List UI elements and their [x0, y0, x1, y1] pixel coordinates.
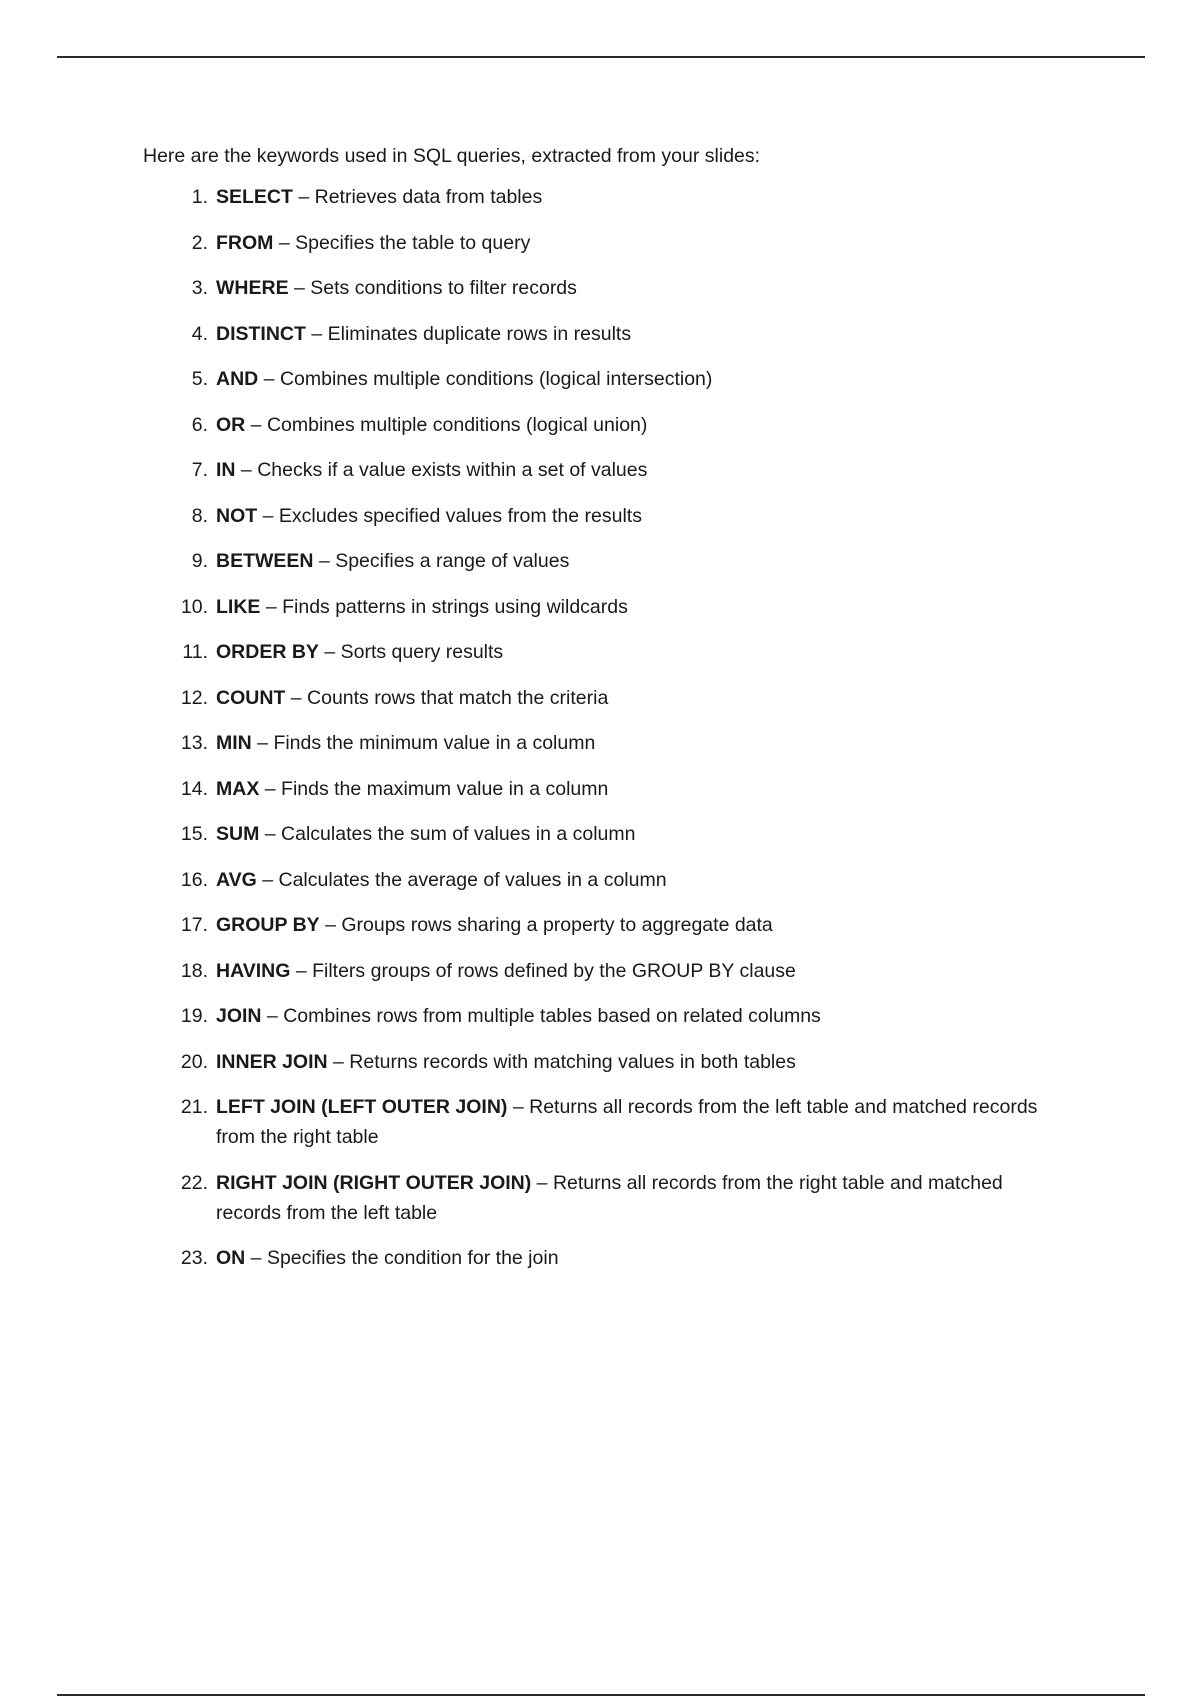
list-item	[143, 501, 1063, 531]
item-text	[216, 637, 1063, 667]
item-keyword: ORDER BY	[216, 641, 319, 663]
item-number: 20.	[180, 1050, 208, 1073]
item-description: Sets conditions to filter records	[310, 277, 577, 299]
item-separator: –	[285, 686, 308, 709]
item-number: 14.	[180, 777, 208, 800]
item-description: Combines multiple conditions (logical intersection)	[279, 368, 713, 390]
item-number: 7.	[191, 459, 208, 481]
item-text	[216, 228, 1063, 258]
item-separator: –	[245, 1247, 267, 1269]
item-number: 19.	[180, 1005, 208, 1027]
item-text	[216, 1092, 1063, 1152]
list-item	[143, 1047, 1063, 1077]
item-description: Finds the minimum value in a column	[273, 732, 596, 754]
item-keyword: OR	[216, 413, 246, 436]
item-separator: –	[256, 868, 279, 891]
item-text	[216, 1047, 1063, 1077]
item-separator: –	[260, 595, 283, 618]
item-text	[216, 319, 1063, 349]
intro-paragraph: Here are the keywords used in SQL queries, extracted from your slides:	[143, 145, 761, 167]
item-keyword: AND	[216, 368, 259, 390]
item-separator: –	[251, 732, 274, 754]
item-text	[216, 1168, 1063, 1228]
item-keyword: WHERE	[216, 277, 289, 299]
item-separator: –	[235, 459, 258, 481]
list-item	[143, 1092, 1063, 1152]
list-item	[143, 774, 1063, 804]
item-text	[216, 683, 1063, 713]
item-text	[216, 728, 1063, 758]
item-number: 4.	[191, 322, 208, 345]
item-keyword: SUM	[216, 823, 260, 845]
item-keyword: IN	[216, 459, 236, 481]
item-separator: –	[258, 368, 280, 390]
document-body	[143, 142, 1063, 1289]
item-number: 22.	[180, 1171, 208, 1194]
item-description: Retrieves data from tables	[314, 186, 543, 208]
item-keyword: LEFT JOIN (LEFT OUTER JOIN)	[216, 1096, 508, 1118]
list-item	[143, 1243, 1063, 1273]
item-keyword: LIKE	[216, 595, 261, 618]
item-keyword: MIN	[216, 732, 252, 754]
list-item	[143, 637, 1063, 667]
item-keyword: BETWEEN	[216, 550, 314, 572]
item-description: Returns all records from the right table and matched records from the left table	[216, 1171, 1003, 1224]
item-description: Counts rows that match the criteria	[307, 686, 609, 709]
item-description: Returns records with matching values in both tables	[349, 1050, 796, 1073]
item-number: 6.	[191, 413, 208, 436]
item-text	[216, 273, 1063, 303]
list-item	[143, 546, 1063, 576]
item-keyword: MAX	[216, 777, 260, 800]
item-keyword: FROM	[216, 231, 274, 254]
item-separator: –	[305, 322, 328, 345]
item-separator: –	[257, 504, 279, 527]
item-text	[216, 364, 1063, 394]
item-keyword: SELECT	[216, 186, 293, 208]
list-item	[143, 819, 1063, 849]
item-separator: –	[313, 550, 336, 572]
item-number: 2.	[191, 231, 208, 254]
item-description: Checks if a value exists within a set of values	[257, 459, 648, 481]
item-description: Excludes specified values from the results	[278, 504, 642, 527]
item-number: 8.	[191, 504, 208, 527]
item-separator: –	[319, 914, 342, 936]
list-item	[143, 683, 1063, 713]
item-description: Calculates the sum of values in a column	[281, 823, 636, 845]
item-keyword: AVG	[216, 868, 257, 891]
item-number: 23.	[180, 1247, 208, 1269]
list-item	[143, 228, 1063, 258]
item-keyword: GROUP BY	[216, 914, 320, 936]
item-description: Specifies the condition for the join	[266, 1247, 559, 1269]
item-separator: –	[327, 1050, 350, 1073]
item-keyword: HAVING	[216, 959, 291, 982]
item-text	[216, 910, 1063, 940]
item-description: Calculates the average of values in a column	[278, 868, 667, 891]
item-separator: –	[292, 186, 315, 208]
item-number: 5.	[191, 368, 208, 390]
item-separator: –	[288, 277, 311, 299]
item-text	[216, 819, 1063, 849]
item-number: 11.	[182, 641, 208, 663]
list-item	[143, 728, 1063, 758]
item-description: Sorts query results	[340, 641, 504, 663]
item-number: 12.	[180, 686, 208, 709]
item-description: Combines rows from multiple tables based on related columns	[283, 1005, 821, 1027]
item-description: Finds patterns in strings using wildcards	[282, 595, 628, 618]
item-separator: –	[507, 1096, 530, 1118]
item-description: Eliminates duplicate rows in results	[327, 322, 632, 345]
item-keyword: NOT	[216, 504, 258, 527]
item-text	[216, 865, 1063, 895]
item-description: Filters groups of rows defined by the GROUP BY clause	[312, 959, 796, 982]
item-number: 16.	[180, 868, 208, 891]
item-number: 21.	[180, 1096, 208, 1118]
item-text	[216, 182, 1063, 212]
page-header-rule	[57, 56, 1145, 58]
keyword-list	[143, 182, 1063, 1273]
item-keyword: RIGHT JOIN (RIGHT OUTER JOIN)	[216, 1171, 532, 1194]
list-item	[143, 273, 1063, 303]
item-text	[216, 1243, 1063, 1273]
item-description: Combines multiple conditions (logical union)	[266, 413, 648, 436]
item-separator: –	[273, 231, 296, 254]
list-item	[143, 865, 1063, 895]
list-item	[143, 592, 1063, 622]
item-keyword: INNER JOIN	[216, 1050, 328, 1073]
item-keyword: ON	[216, 1247, 246, 1269]
list-item	[143, 182, 1063, 212]
item-number: 15.	[180, 823, 208, 845]
item-description: Groups rows sharing a property to aggregate data	[341, 914, 773, 936]
item-text	[216, 956, 1063, 986]
list-item	[143, 455, 1063, 485]
item-description: Returns all records from the left table and matched records from the right table	[216, 1096, 1038, 1148]
item-keyword: DISTINCT	[216, 322, 306, 345]
item-text	[216, 501, 1063, 531]
item-separator: –	[290, 959, 313, 982]
item-separator: –	[259, 823, 282, 845]
item-number: 9.	[191, 550, 208, 572]
item-separator: –	[261, 1005, 284, 1027]
item-separator: –	[318, 641, 341, 663]
item-number: 1.	[191, 186, 208, 208]
list-item	[143, 910, 1063, 940]
item-text	[216, 774, 1063, 804]
item-text	[216, 410, 1063, 440]
list-item	[143, 410, 1063, 440]
item-text	[216, 455, 1063, 485]
list-item	[143, 319, 1063, 349]
item-separator: –	[531, 1171, 553, 1194]
list-item	[143, 364, 1063, 394]
item-number: 10.	[180, 595, 208, 618]
item-text	[216, 1001, 1063, 1031]
item-text	[216, 592, 1063, 622]
item-number: 3.	[191, 277, 208, 299]
item-number: 17.	[180, 914, 208, 936]
item-description: Finds the maximum value in a column	[281, 777, 609, 800]
item-number: 18.	[180, 959, 208, 982]
item-separator: –	[259, 777, 282, 800]
item-text	[216, 546, 1063, 576]
item-number: 13.	[180, 732, 208, 754]
item-description: Specifies the table to query	[295, 231, 531, 254]
page-footer-rule	[57, 1694, 1145, 1696]
list-item	[143, 1001, 1063, 1031]
item-keyword: COUNT	[216, 686, 286, 709]
item-keyword: JOIN	[216, 1005, 262, 1027]
list-item	[143, 1168, 1063, 1228]
list-item	[143, 956, 1063, 986]
item-separator: –	[245, 413, 267, 436]
item-description: Specifies a range of values	[335, 550, 570, 572]
